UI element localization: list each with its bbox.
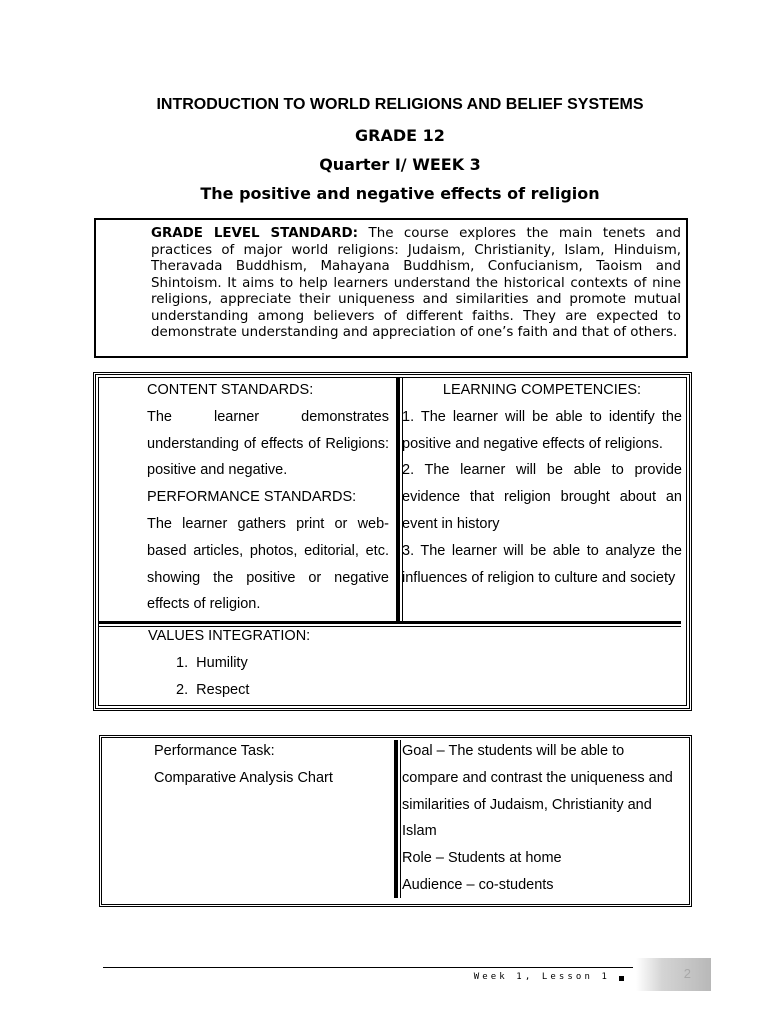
competency-item: 2. The learner will be able to provide evidence that religion brought about an event in history (402, 462, 682, 532)
learning-competencies-cell (402, 377, 682, 591)
values-integration-heading: VALUES INTEGRATION: (148, 628, 311, 644)
page-number-box (636, 958, 711, 991)
performance-task-table (99, 735, 692, 907)
performance-task-left-cell (154, 738, 389, 792)
performance-task-divider (394, 740, 398, 898)
content-standards-text: The learner demonstrates understanding of effects of Religions: positive and negative. (147, 408, 389, 479)
content-standards-heading: CONTENT STANDARDS: (147, 382, 314, 398)
learning-competencies-heading: LEARNING COMPETENCIES: (442, 382, 642, 398)
grade-level-standard-paragraph (151, 226, 681, 342)
footer-rule (103, 967, 633, 968)
performance-task-audience: Audience – co-students (402, 876, 554, 893)
footer-bullet-icon (619, 976, 624, 981)
grade-title: GRADE 12 (355, 126, 445, 145)
standards-table (93, 372, 692, 711)
performance-task-right-cell (402, 738, 684, 899)
values-integration-cell (148, 623, 548, 703)
quarter-week-title: Quarter I/ WEEK 3 (319, 155, 481, 174)
value-item-text: Humility (196, 654, 248, 671)
left-standards-cell (147, 377, 389, 618)
performance-task-role: Role – Students at home (402, 850, 562, 867)
competency-item: 1. The learner will be able to identify the positive and negative effects of religions. (402, 408, 682, 452)
performance-task-name: Comparative Analysis Chart (154, 769, 333, 786)
value-item-number: 2. (176, 681, 189, 698)
grade-level-standard-text: The course explores the main tenets and practices of major world religions: Judaism, Christianity, Islam, Hinduism, Theravada Buddhism, Mahayana Buddhism, Confucianism, Taoism and Shintoism. It aims to help learners understand the historical contexts of nine religions, appreciate their uniqueness and similarities and promote mutual understanding among believers of different faiths. They are expected to demonstrate understanding and appreciation of one’s faith and that of others. (151, 226, 681, 340)
page-number: 2 (683, 966, 691, 981)
performance-task-label: Performance Task: (154, 743, 275, 759)
footer-lesson: Week 1, Lesson 1 (473, 972, 610, 982)
grade-level-standard-label: GRADE LEVEL STANDARD: (151, 226, 359, 241)
subject-title: INTRODUCTION TO WORLD RELIGIONS AND BELIEF SYSTEMS (156, 96, 644, 113)
column-divider (396, 378, 400, 622)
performance-task-goal: Goal – The students will be able to compare and contrast the uniqueness and similarities of Judaism, Christianity and Islam (402, 743, 673, 840)
topic-title: The positive and negative effects of religion (200, 184, 600, 203)
grade-level-standard-box (94, 218, 688, 358)
value-item (148, 677, 548, 704)
value-item-number: 1. (176, 654, 189, 671)
competency-item: 3. The learner will be able to analyze the influences of religion to culture and society (402, 542, 682, 586)
performance-task-divider-inner (400, 740, 401, 898)
value-item (148, 650, 548, 677)
performance-standards-heading: PERFORMANCE STANDARDS: (147, 489, 357, 506)
performance-standards-text: The learner gathers print or web-based articles, photos, editorial, etc. showing the positive or negative effects of religion. (147, 515, 389, 613)
value-item-text: Respect (196, 681, 250, 698)
